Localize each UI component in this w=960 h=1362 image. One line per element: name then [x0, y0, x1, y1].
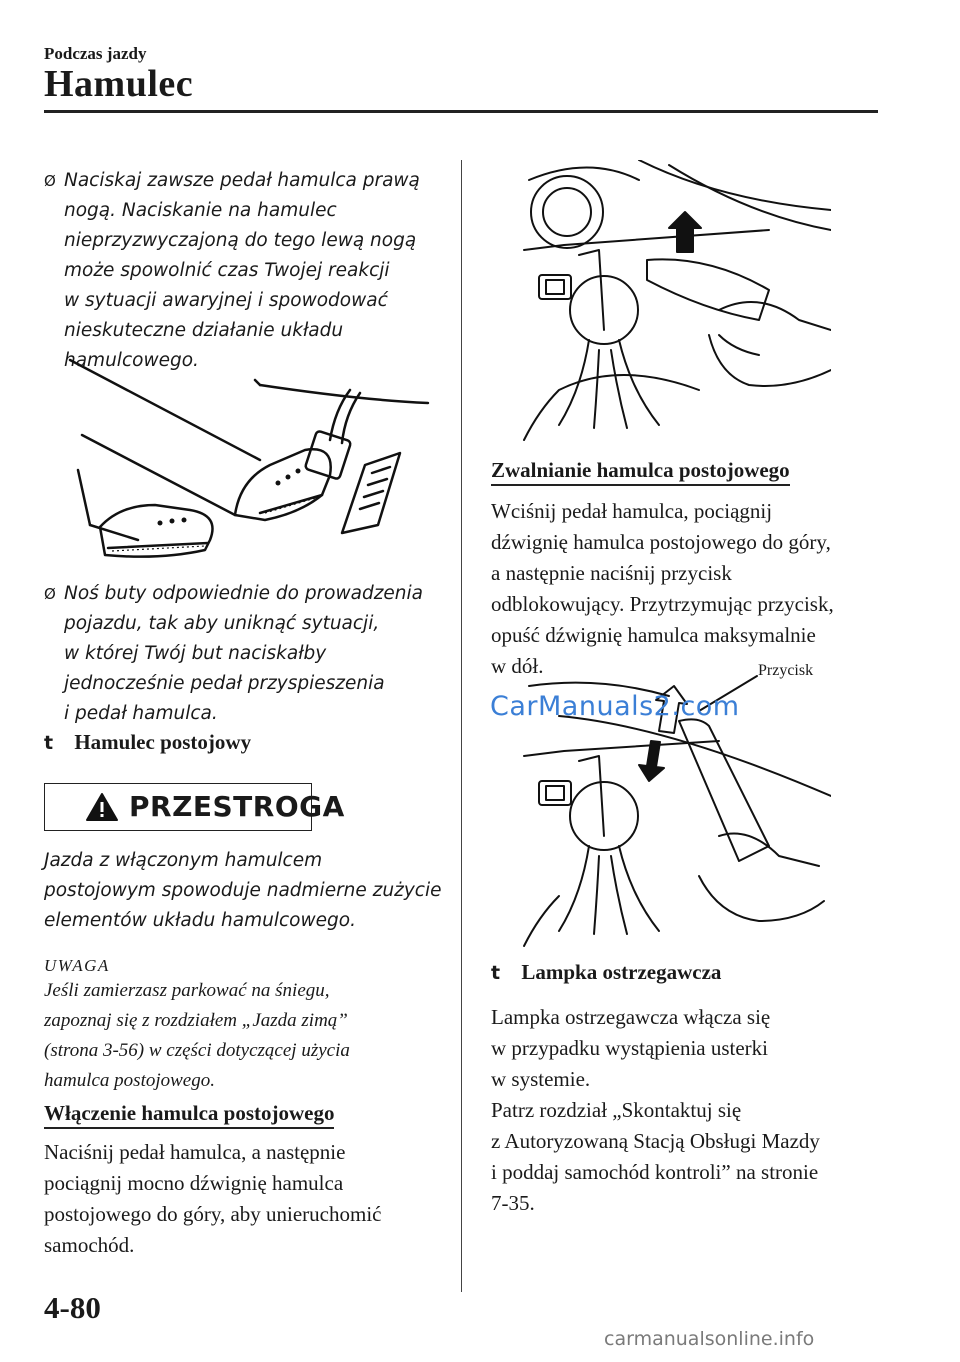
warning-triangle-icon: [85, 792, 119, 822]
note-line: może spowolnić czas Twojej reakcji: [64, 260, 390, 281]
pedal-illustration: [60, 355, 440, 570]
caution-line: Jazda z włączonym hamulcem: [44, 850, 323, 871]
engage-heading: [44, 1101, 334, 1126]
section-label: Podczas jazdy: [44, 44, 147, 63]
caution-box: [44, 783, 345, 831]
section-heading-label: Hamulec postojowy: [74, 730, 252, 754]
uwaga-text: [44, 976, 454, 1096]
note-line: w której Twój but naciskałby: [64, 643, 327, 664]
lever-pull-illustration: [519, 160, 831, 442]
note-line: hamulcowego.: [64, 350, 199, 371]
body-line: Wciśnij pedał hamulca, pociągnij: [491, 499, 773, 523]
note-line: Noś buty odpowiednie do prowadzenia: [64, 583, 423, 604]
note-line: Naciskaj zawsze pedał hamulca prawą: [64, 170, 420, 191]
body-line: w systemie.: [491, 1067, 591, 1091]
body-line: samochód.: [44, 1233, 135, 1257]
warning-light-text: [491, 1002, 891, 1219]
note-line: nieprzyzwyczajoną do tego lewą nogą: [64, 230, 417, 251]
caution-label: PRZESTROGA: [129, 790, 345, 823]
arrow-bullet-icon: Ø: [44, 172, 56, 190]
body-line: 7-35.: [491, 1191, 535, 1215]
engage-text: [44, 1137, 454, 1261]
body-line: i poddaj samochód kontroli” na stronie: [491, 1160, 819, 1184]
page-title: Hamulec: [44, 63, 194, 105]
note-line: jednocześnie pedał przyspieszenia: [64, 673, 385, 694]
uwaga-line: Jeśli zamierzasz parkować na śniegu,: [44, 980, 330, 1001]
release-heading: [491, 458, 790, 483]
uwaga-line: hamulca postojowego.: [44, 1070, 215, 1091]
note-line: nogą. Naciskanie na hamulec: [64, 200, 337, 221]
body-line: pociągnij mocno dźwignię hamulca: [44, 1171, 344, 1195]
body-line: dźwignię hamulca postojowego do góry,: [491, 530, 831, 554]
body-line: w dół.: [491, 654, 544, 678]
caution-line: postojowym spowoduje nadmierne zużycie: [44, 880, 442, 901]
section-bullet-icon: t: [491, 962, 501, 984]
body-line: Patrz rozdział „Skontaktuj się: [491, 1098, 742, 1122]
note-line: pojazdu, tak aby uniknąć sytuacji,: [64, 613, 380, 634]
note-right-foot: [44, 166, 444, 376]
watermark-link[interactable]: CarManuals2.com: [490, 691, 740, 722]
body-line: z Autoryzowaną Stacją Obsługi Mazdy: [491, 1129, 820, 1153]
body-line: odblokowujący. Przytrzymując przycisk,: [491, 592, 834, 616]
header-rule: [44, 110, 878, 113]
body-line: Lampka ostrzegawcza włącza się: [491, 1005, 771, 1029]
note-line: w sytuacji awaryjnej i spowodować: [64, 290, 388, 311]
column-divider: [461, 160, 462, 1292]
arrow-bullet-icon: Ø: [44, 585, 56, 603]
uwaga-line: (strona 3-56) w części dotyczącej użycia: [44, 1040, 350, 1061]
caution-line: elementów układu hamulcowego.: [44, 910, 356, 931]
caution-text: [44, 846, 444, 936]
body-line: Naciśnij pedał hamulca, a następnie: [44, 1140, 346, 1164]
release-text: [491, 496, 891, 682]
uwaga-line: zapoznaj się z rozdziałem „Jazda zimą”: [44, 1010, 348, 1031]
section-heading-parking-brake: [44, 730, 251, 755]
body-line: w przypadku wystąpienia usterki: [491, 1036, 769, 1060]
note-line: nieskuteczne działanie układu: [64, 320, 344, 341]
button-callout-label: Przycisk: [758, 662, 814, 679]
section-bullet-icon: t: [44, 732, 54, 754]
body-line: postojowego do góry, aby unieruchomić: [44, 1202, 382, 1226]
section-heading-warning-light: [491, 960, 721, 985]
body-line: opuść dźwignię hamulca maksymalnie: [491, 623, 816, 647]
site-watermark[interactable]: carmanualsonline.info: [604, 1328, 815, 1350]
note-line: i pedał hamulca.: [64, 703, 218, 724]
section-heading-label: Lampka ostrzegawcza: [521, 960, 722, 984]
note-footwear: [44, 579, 444, 729]
uwaga-title: UWAGA: [44, 956, 110, 975]
engage-heading-label: Włączenie hamulca postojowego: [44, 1101, 334, 1129]
release-heading-label: Zwalnianie hamulca postojowego: [491, 458, 790, 486]
page-number: 4-80: [44, 1290, 101, 1325]
body-line: a następnie naciśnij przycisk: [491, 561, 732, 585]
uwaga-block: [44, 956, 454, 1096]
